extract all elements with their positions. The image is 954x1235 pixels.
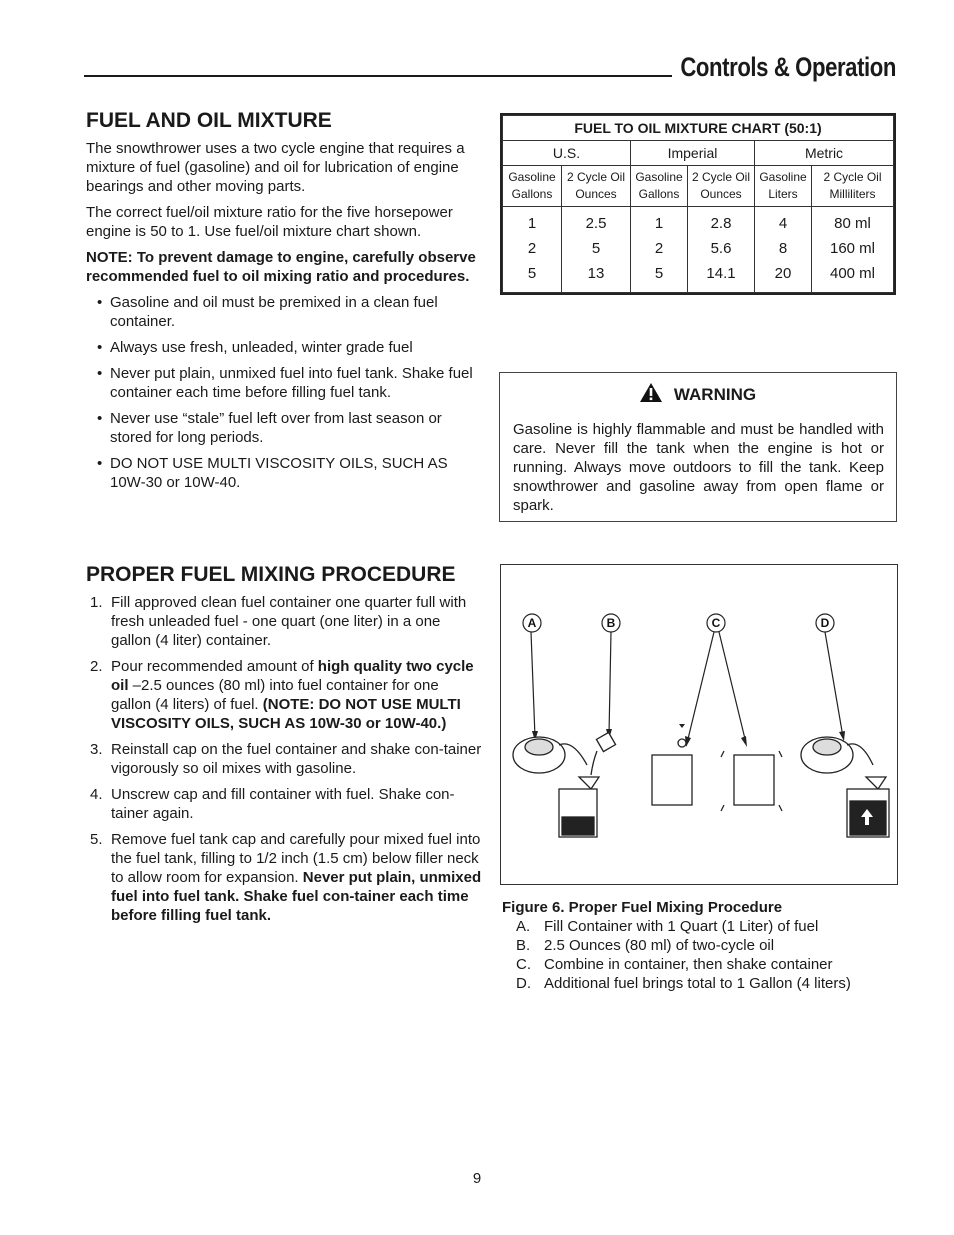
mixing-procedure-section [86, 565, 482, 932]
bullet-list [86, 293, 482, 492]
column-header: 2 Cycle Oil Ounces [562, 166, 631, 207]
table-cell: 2.8 5.6 14.1 [688, 207, 755, 293]
callout-label-b: B [606, 616, 616, 630]
table-cell: 80 ml 160 ml 400 ml [812, 207, 894, 293]
arrow-down-icon [679, 724, 685, 728]
list-item: • Never use “stale” fuel left over from last season or stored for long periods. [97, 410, 442, 446]
fuel-oil-chart [500, 113, 896, 295]
table-cell: 1 2 5 [503, 207, 562, 293]
warning-text: Gasoline is highly flammable and must be handled with care. Never fill the tank when the engine is hot or running. Always move outdoors to fill the tank. Keep snowthrower and gasoline away from open flame or spark. [513, 421, 884, 514]
column-header: Gasoline Liters [755, 166, 812, 207]
fuel-oil-section [86, 111, 482, 499]
column-header: Gasoline Gallons [503, 166, 562, 207]
paragraph: The snowthrower uses a two cycle engine that requires a mixture of fuel (gasoline) and oil for lubrication of engine bearings and other moving parts. [86, 140, 465, 195]
table-cell: 4 8 20 [755, 207, 812, 293]
mixing-illustration [501, 565, 897, 884]
warning-triangle-icon [640, 383, 662, 407]
callout-label-d: D [820, 616, 830, 630]
section-heading-fuel-oil: FUEL AND OIL MIXTURE [86, 109, 332, 132]
warning-box [499, 372, 897, 522]
caption-item: C. Combine in container, then shake container [516, 956, 833, 973]
oil-bottle-b [596, 732, 615, 751]
paragraph: The correct fuel/oil mixture ratio for the five horsepower engine is 50 to 1. Use fuel/oil mixture chart shown. [86, 204, 453, 240]
table-cell: 1 2 5 [631, 207, 688, 293]
caption-item: A. Fill Container with 1 Quart (1 Liter) of fuel [516, 918, 819, 935]
list-item: • Gasoline and oil must be premixed in a clean fuel container. [97, 294, 438, 330]
list-item: 2. Pour recommended amount of high quality two cycle oil –2.5 ounces (80 ml) into fuel container for one gallon (4 liters) of fuel. (NOTE: DO NOT USE MULTI VISCOSITY OILS, SUCH AS 10W-30 or 10W-40.) [90, 658, 474, 732]
region-imperial: Imperial [631, 141, 755, 166]
column-header: Gasoline Gallons [631, 166, 688, 207]
list-item: • Always use fresh, unleaded, winter grade fuel [97, 339, 413, 356]
step-list [86, 593, 482, 925]
column-header: 2 Cycle Oil Milliliters [812, 166, 894, 207]
header-rule [84, 75, 672, 77]
list-item: 5. Remove fuel tank cap and carefully pour mixed fuel into the fuel tank, filling to 1/2 inch (1.5 cm) below filler neck to allow room for expansion. Never put plain, unmixed fuel into fuel tank. Shake fuel con-tainer each time before filling fuel tank. [90, 831, 482, 924]
container-c1 [652, 755, 692, 805]
caption-title: Figure 6. Proper Fuel Mixing Procedure [502, 899, 783, 916]
list-item: 4. Unscrew cap and fill container with fuel. Shake con-tainer again. [90, 786, 455, 822]
column-header: 2 Cycle Oil Ounces [688, 166, 755, 207]
list-item: 3. Reinstall cap on the fuel container and shake con-tainer vigorously so oil mixes with gasoline. [90, 741, 482, 777]
region-us: U.S. [503, 141, 631, 166]
caption-item: D. Additional fuel brings total to 1 Gallon (4 liters) [516, 975, 851, 992]
list-item: • DO NOT USE MULTI VISCOSITY OILS, SUCH AS 10W-30 or 10W-40. [97, 455, 448, 491]
page-header-title: Controls & Operation [680, 52, 896, 82]
page-number: 9 [472, 1170, 482, 1187]
list-item: 1. Fill approved clean fuel container one quarter full with fresh unleaded fuel - one quart (one liter) in a one gallon (4 liter) container. [90, 594, 467, 649]
region-metric: Metric [755, 141, 894, 166]
warning-heading: WARNING [500, 383, 896, 407]
table-cell: 2.5 5 13 [562, 207, 631, 293]
note: NOTE: To prevent damage to engine, carefully observe recommended fuel to oil mixing ratio and procedures. [86, 249, 476, 285]
callout-label-a: A [527, 616, 537, 630]
section-heading-procedure: PROPER FUEL MIXING PROCEDURE [86, 563, 456, 586]
mixing-figure [500, 564, 898, 885]
chart-title: FUEL TO OIL MIXTURE CHART (50:1) [503, 116, 894, 141]
caption-item: B. 2.5 Ounces (80 ml) of two-cycle oil [516, 937, 775, 954]
callout-label-c: C [711, 616, 721, 630]
list-item: • Never put plain, unmixed fuel into fuel tank. Shake fuel container each time before filling fuel tank. [97, 365, 473, 401]
container-c2 [734, 755, 774, 805]
figure-caption [502, 898, 851, 993]
